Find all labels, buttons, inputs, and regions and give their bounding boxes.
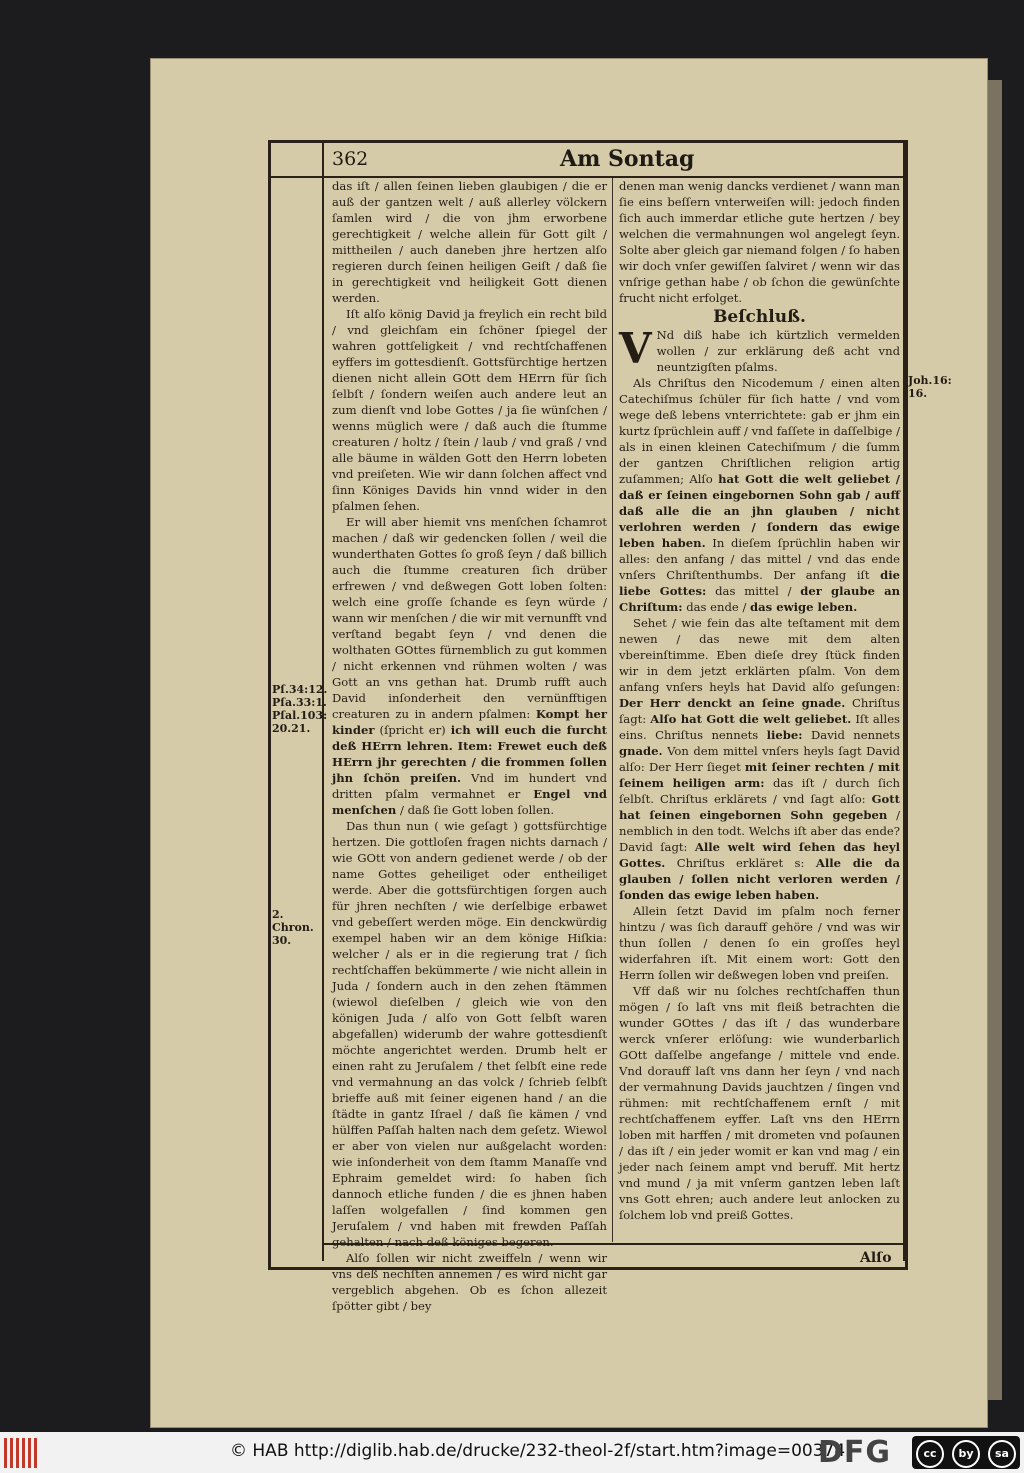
- emphasis: gnade.: [619, 744, 663, 758]
- text-run: In dieſem ſprüchlin haben wir alles: den anfang / das mittel / vnd das ende vnſers Chriſtenthumbs. Der anfang iſt: [619, 536, 900, 582]
- emphasis: Alle die da glauben / ſollen nicht verloren werden / ſonden das ewige leben haben.: [619, 856, 901, 902]
- emphasis: Engel vnd menſchen: [332, 787, 608, 817]
- text-run: (ſpricht er): [379, 723, 446, 737]
- paragraph: Vff daß wir nu ſolches rechtſchaffen thun mögen / ſo laſt vns mit fleiß betrachten die wunder GOttes / das iſt / das wunderbare werck vnſerer erlöſung: wie wunderbarlich GOtt daſſelbe angefange / mittele vnd ende. Vnd dorauff laſt vns dann her ſeyn / vnd nach der vermahnung Davids jauchtzen / ſingen vnd rühmen: mit rechtſchaffenem ernſt / mit rechtſchaffenem eyffer. Laſt vns den HErrn loben mit harffen / mit drometen vnd poſaunen / das iſt / ein jeder womit er kan vnd mag / ein jeder nach ſeinem ampt vnd beruff. Mit hertz vnd mund / ja mit vnſerm gantzen leben laſt vns Gott ehren; auch andere leut anlocken zu ſolchem lob vnd preiß Gottes.: [619, 984, 900, 1222]
- emphasis: ich will euch die furcht deß HErrn lehren. Item: Frewet euch deß HErrn jhr gerechten / die frommen ſollen jhn ſchön preiſen.: [332, 723, 608, 785]
- emphasis: Der Herr denckt an ſeine gnade.: [619, 696, 846, 710]
- margin-note-joh: Joh.16: 16.: [908, 374, 952, 400]
- viewer-footer: [0, 1432, 1024, 1473]
- text-run: Als Chriſtus den Nicodemum / einen alten Catechiſmus ſchüler für ſich hatte / vnd vom wege deß lebens vnterrichtete: gab er jhm ein kurtz ſprüchlein auff / vnd faſſete in daſſelbige / als in einen kleinen Catechiſmum / die ſumm der gantzen Chriſtlichen religion artig zuſammen; Alſo: [619, 376, 900, 486]
- margin-note-psalms: Pſ.34:12. Pſa.33:1. Pſal.103: 20.21.: [272, 683, 328, 735]
- emphasis: Gott hat ſeinen eingebornen Sohn gegeben: [619, 792, 900, 822]
- paragraph: Iſt alſo könig David ja freylich ein recht bild / vnd gleichſam ein ſchöner ſpiegel der wahren gottſeligkeit / vnd rechtſchaffenen eyffers im gottesdienſt. Gottsfürchtige hertzen dienen nicht allein GOtt dem HErrn für ſich ſelbſt / ſondern weiſen auch andere leut an zum dienſt vnd lobe Gottes / ja ſie wünſchen / wenns müglich were / daß auch die ſtumme creaturen / holtz / ſtein / laub / vnd graß / vnd alle bäume in wälden Gott den Herrn lobeten vnd preiſeten. Wie wir dann ſolchen affect vnd ſinn Königes Davids hin vnnd wider in den pſalmen ſehen.: [332, 307, 607, 513]
- text-run: / daß ſie Gott loben ſollen.: [400, 803, 555, 817]
- paragraph: [619, 375, 900, 615]
- dfg-logo: DFG: [818, 1435, 892, 1470]
- emphasis: hat Gott die welt geliebet / daß er ſeinen eingebornen Sohn gab / auff daß alle die an jhn glauben / nicht verlohren werden / ſondern das ewige leben haben.: [619, 472, 900, 550]
- left-column: [332, 178, 608, 1313]
- paragraph: Das thun nun ( wie geſagt ) gottsfürchtige hertzen. Die gottloſen fragen nichts darnach / wie GOtt von andern gedienet werde / ob der name Gottes geheiliget oder entheiliget werde. Aber die gottsfürchtigen ſorgen auch für jhren nechſten / wie derſelbige erbawet vnd gebeſſert werden möge. Ein denckwürdig exempel haben wir an dem könige Hiſkia: welcher / als er in die regierung trat / ſich rechtſchaffen bekümmerte / wie nicht allein in Juda / ſondern auch in den zehen ſtämmen (wiewol dieſelben / gleich wie von den königen Juda / alſo von Gott ſelbſt waren abgefallen) widerumb der wahre gottesdienſt möchte angerichtet werden. Drumb helt er einen raht zu Jeruſalem / thet ſelbſt eine rede vnd vermahnung an das volck / ſchrieb ſelbſt brieffe auß mit ſeiner eigenen hand / an die ſtädte in gantz Iſrael / daß ſie kämen / vnd hülffen Paſſah halten nach dem geſetz. Wiewol er aber von vielen nur außgelacht worden: wie inſonderheit von dem ſtamm Manaſſe vnd Ephraim gemeldet wird: ſo haben ſich dannoch etliche funden / die es jhnen haben laſſen wolgefallen / ſind kommen gen Jeruſalem / vnd haben mit frewden Paſſah gehalten / nach deß königes begeren.: [332, 819, 607, 1249]
- emphasis: der glaube an Chriſtum:: [619, 584, 901, 614]
- paragraph: [332, 514, 607, 818]
- margin-rule-right: [903, 143, 905, 1261]
- page-number: 362: [332, 148, 369, 170]
- sa-icon: sa: [988, 1440, 1016, 1468]
- emphasis: mit ſeiner rechten / mit ſeinem heiligen arm:: [619, 760, 900, 790]
- paragraph: das iſt / allen ſeinen lieben glaubigen / die er auß der gantzen welt / auß allerley völckern ſamlen wird / die von jhm erworbene gerechtigkeit / welche allein für Gott gilt / mittheilen / auch daneben jhre hertzen alſo regieren durch ſeinen heiligen Geiſt / daß ſie in gerechtigkeit vnd heiligkeit Gott dienen werden.: [332, 179, 607, 305]
- paragraph: Alſo ſollen wir nicht zweiffeln / wenn wir vns deß nechſten annemen / es wird nicht gar vergeblich abgehen. Ob es ſchon allezeit ſpötter gibt / bey: [332, 1251, 607, 1313]
- text-run: das mittel /: [715, 584, 792, 598]
- by-icon: by: [952, 1440, 980, 1468]
- section-heading: Beſchluß.: [713, 307, 806, 327]
- text-run: Nd diß habe ich kürtzlich vermelden wollen / zur erklärung deß acht vnd neuntzigſten pſalms.: [656, 328, 900, 374]
- emphasis: Kompt her kinder: [332, 707, 608, 737]
- paragraph: Allein ſetzt David im pſalm noch ferner hintzu / was ſich darauff gehöre / vnd was wir thun ſollen / denen ſo ein groſſes heyl widerfahren iſt. Mit einem wort: Gott den Herrn ſollen wir deßwegen loben vnd preiſen.: [619, 904, 900, 982]
- catchword: Alſo: [860, 1250, 892, 1266]
- text-run: David nennets: [810, 728, 901, 742]
- text-run: Chriſtus erkläret s:: [676, 856, 805, 870]
- text-run: Vnd im hundert vnd dritten pſalm vermahnet er: [332, 771, 607, 801]
- paragraph: [619, 615, 900, 903]
- text-run: das iſt / durch ſich ſelbſt. Chriſtus erklärets / vnd ſagt alſo:: [619, 776, 900, 806]
- text-run: / nemblich in den todt. Welchs iſt aber das ende? David ſagt:: [619, 808, 900, 854]
- drop-cap: V: [619, 324, 652, 373]
- text-run: Chriſtus ſagt:: [619, 696, 900, 726]
- cc-license-icon[interactable]: [912, 1436, 1020, 1469]
- barcode-icon: [4, 1438, 40, 1468]
- text-run: das ende /: [686, 600, 747, 614]
- paragraph: denen man wenig dancks verdienet / wann man ſie eins beſſern vnterweiſen will: jedoch finden ſich auch immerdar etliche gute hertzen / bey welchen die vermahnungen wol angelegt ſeyn. Solte aber gleich gar niemand folgen / ſo haben wir doch vnſer gewiſſen ſalviret / wenn wir das vnſrige gethan habe / ob ſchon die gewünſchte frucht nicht erfolget.: [619, 179, 900, 305]
- text-run: Sehet / wie fein das alte teſtament mit dem newen / das newe mit dem alten vbereinſtimme. Eben dieſe drey ſtück finden wir in dem jetzt erklärten pſalm. Von dem anfang vnſers heyls hat David alſo geſungen:: [619, 616, 900, 694]
- emphasis: Alle welt wird ſehen das heyl Gottes.: [619, 840, 901, 870]
- right-column: [619, 178, 900, 1242]
- column-rule: [612, 178, 613, 1242]
- emphasis: liebe:: [766, 728, 803, 742]
- emphasis: das ewige leben.: [750, 600, 858, 614]
- text-run: Er will aber hiemit vns menſchen ſchamrot machen / daß wir gedencken ſollen / weil die wunderthaten Gottes ſo groß ſeyn / daß billich auch die ſtumme creaturen ſich drüber erfrewen / vnd deßwegen Gott loben ſolten: welch eine groſſe ſchande es ſeyn würde / wann wir menſchen / die wir mit vernunfft vnd verſtand begabt ſeyn / vnd denen die wolthaten GOttes fürnemblich zu gut kommen / nicht erkennen vnd rühmen wolten / was Gott an vns gethan hat. Drumb rufft auch David inſonderheit den vernünfftigen creaturen zu in andern pſalmen:: [332, 515, 607, 721]
- copyright-link[interactable]: © HAB http://diglib.hab.de/drucke/232-theol-2f/start.htm?image=00374: [230, 1441, 846, 1461]
- text-run: Von dem mittel vnſers heyls ſagt David alſo: Der Herr ſieget: [619, 744, 900, 774]
- emphasis: die liebe Gottes:: [619, 568, 900, 598]
- page-edge: [988, 80, 1002, 1400]
- margin-note-chron: 2. Chron. 30.: [272, 908, 314, 947]
- paragraph: [619, 324, 900, 375]
- emphasis: Alſo hat Gott die welt geliebet.: [650, 712, 852, 726]
- running-head: Am Sontag: [560, 146, 695, 172]
- cc-icon: cc: [916, 1440, 944, 1468]
- text-run: Iſt alles eins. Chriſtus nennets: [619, 712, 901, 742]
